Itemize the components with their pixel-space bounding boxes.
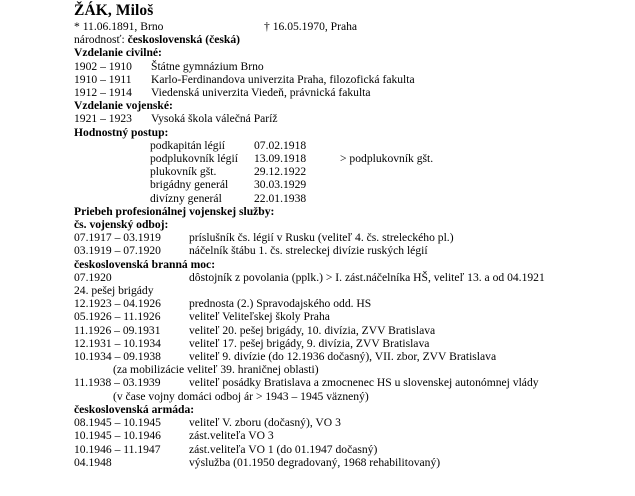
item-text: Štátne gymnázium Brno: [151, 59, 264, 73]
rank-name: plukovník gšt.: [150, 165, 217, 179]
service-text: výslužba (01.1950 degradovaný, 1968 rehabilitovaný): [189, 455, 441, 469]
service-dates: 07.1917 – 03.1919: [74, 231, 161, 245]
service-row: [74, 429, 627, 442]
service-text: prednosta (2.) Spravodajského odd. HS: [189, 297, 372, 311]
rank-note: > podplukovník gšt.: [340, 152, 434, 166]
service-dates: 03.1919 – 07.1920: [74, 244, 161, 258]
service-row: [74, 376, 627, 389]
service-dates: 10.1946 – 11.1947: [74, 442, 161, 456]
item-text: Vysoká škola válečná Paríž: [151, 112, 278, 126]
service-row: [74, 416, 627, 429]
service-dates: 08.1945 – 10.1945: [74, 416, 161, 430]
promotion-row: [74, 139, 627, 152]
service-dates: 05.1926 – 11.1926: [74, 310, 161, 324]
promotion-row: [74, 192, 627, 205]
birth-info: * 11.06.1891, Brno: [74, 20, 164, 33]
rank-name: podplukovník légií: [150, 152, 238, 166]
service-dates: 11.1926 – 09.1931: [74, 323, 161, 337]
service-dates: 04.1948: [74, 455, 112, 469]
list-item: [74, 112, 627, 125]
service-sections: [74, 218, 627, 469]
rank-name: brigádny generál: [150, 178, 229, 192]
nationality-label: národnosť:: [74, 33, 125, 47]
item-text: Viedenská univerzita Viedeň, právnická fakulta: [151, 86, 371, 100]
military-education-list: [74, 112, 627, 125]
list-item: [74, 86, 627, 99]
service-text: veliteľ 20. pešej brigády, 10. divízia, ZVV Bratislava: [189, 323, 436, 337]
item-dates: 1910 – 1911: [74, 72, 132, 86]
civil-education-list: [74, 60, 627, 100]
birth-death-line: [74, 20, 627, 33]
service-text: náčelník štábu 1. čs. streleckej divízie ruských légií: [189, 244, 428, 258]
rank-date: 30.03.1929: [254, 178, 307, 192]
list-item: [74, 73, 627, 86]
service-section-heading: čs. vojenský odboj:: [74, 218, 169, 232]
service-dates: 10.1934 – 09.1938: [74, 350, 161, 364]
item-dates: 1902 – 1910: [74, 59, 132, 73]
service-row: [74, 297, 627, 310]
item-dates: 1912 – 1914: [74, 86, 132, 100]
service-row: [74, 271, 627, 284]
service-dates: 12.1931 – 10.1934: [74, 336, 161, 350]
item-dates: 1921 – 1923: [74, 112, 132, 126]
service-row: [74, 324, 627, 337]
service-dates: 10.1945 – 10.1946: [74, 429, 161, 443]
promotion-row: [74, 165, 627, 178]
nationality-line: [74, 33, 627, 46]
rank-date: 22.01.1938: [254, 191, 307, 205]
person-name: ŽÁK, Miloš: [74, 2, 154, 19]
promotions-list: [74, 139, 627, 205]
service-dates: 07.1920: [74, 270, 112, 284]
service-text: dôstojník z povolania (pplk.) > I. zást.náčelníka HŠ, veliteľ 13. a od 04.1921: [189, 270, 545, 284]
rank-name: divízny generál: [150, 191, 222, 205]
service-row: [74, 337, 627, 350]
service-heading: Priebeh profesionálnej vojenskej služby:: [74, 204, 275, 218]
service-text: veliteľ posádky Bratislava a zmocnenec HS u slovenskej autonómnej vlády: [189, 376, 539, 390]
promotions-heading: Hodnostný postup:: [74, 125, 169, 139]
military-education-heading: Vzdelanie vojenské:: [74, 99, 173, 113]
biography-document: [0, 2, 635, 469]
service-section-heading: československá branná moc:: [74, 257, 216, 271]
rank-date: 13.09.1918: [254, 152, 307, 166]
service-text: príslušník čs. légií v Rusku (veliteľ 4. čs. streleckého pl.): [189, 231, 454, 245]
service-row: [74, 456, 627, 469]
promotion-row: [74, 152, 627, 165]
list-item: [74, 60, 627, 73]
item-text: Karlo-Ferdinandova univerzita Praha, filozofická fakulta: [151, 72, 415, 86]
service-text: veliteľ V. zboru (dočasný), VO 3: [189, 416, 341, 430]
service-continuation: 24. pešej brigády: [74, 284, 154, 298]
service-section-heading: československá armáda:: [74, 402, 195, 416]
promotion-row: [74, 178, 627, 191]
service-dates: 11.1938 – 03.1939: [74, 376, 161, 390]
service-row: [74, 443, 627, 456]
death-info: † 16.05.1970, Praha: [264, 20, 358, 33]
rank-name: podkapitán légií: [150, 138, 226, 152]
service-row: [74, 310, 627, 323]
civil-education-heading: Vzdelanie civilné:: [74, 46, 162, 60]
service-row: [74, 244, 627, 257]
service-text: veliteľ 9. divízie (do 12.1936 dočasný), VII. zbor, ZVV Bratislava: [189, 350, 497, 364]
service-note: (za mobilizácie veliteľ 39. hraničnej oblasti): [113, 363, 319, 377]
service-text: zást.veliteľa VO 1 (do 01.1947 dočasný): [189, 442, 378, 456]
service-row: [74, 231, 627, 244]
service-text: zást.veliteľa VO 3: [189, 429, 274, 443]
service-text: veliteľ 17. pešej brigády, 9. divízia, ZVV Bratislava: [189, 336, 430, 350]
rank-date: 29.12.1922: [254, 165, 307, 179]
service-dates: 12.1923 – 04.1926: [74, 297, 161, 311]
rank-date: 07.02.1918: [254, 138, 307, 152]
service-text: veliteľ Veliteľskej školy Praha: [189, 310, 330, 324]
service-note: (v čase vojny domáci odboj ár > 1943 – 1945 väznený): [113, 389, 369, 403]
service-row: [74, 350, 627, 363]
nationality-value: československá (česká): [127, 33, 240, 47]
